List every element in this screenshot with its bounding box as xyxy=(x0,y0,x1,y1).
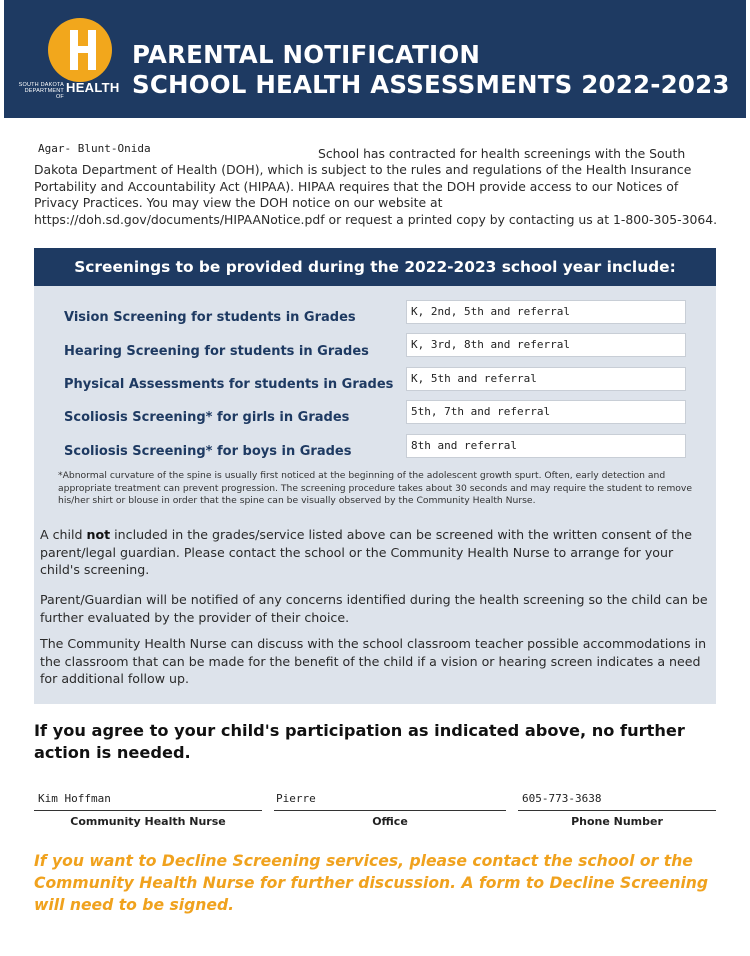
intro-line-1: School has contracted for health screenings with the South xyxy=(318,146,686,161)
nurse-signature-line xyxy=(34,810,262,811)
physical-grades-field[interactable]: K, 5th and referral xyxy=(406,367,686,391)
title-line-1: PARENTAL NOTIFICATION xyxy=(132,40,481,69)
vision-label: Vision Screening for students in Grades xyxy=(64,310,356,325)
screenings-heading: Screenings to be provided during the 2022-2023 school year include: xyxy=(34,248,716,286)
phone-signature-line xyxy=(518,810,716,811)
scoliosis-boys-grades-field[interactable]: 8th and referral xyxy=(406,434,686,458)
scoliosis-footnote: *Abnormal curvature of the spine is usually first noticed at the beginning of the adolescent growth spurt. Often, early detection and appropriate treatment can prevent progression. The screening procedure takes about 30 seconds and may require the student to remove his/her shirt or blouse in order that the spine can be visually observed by the Community Health Nurse. xyxy=(58,470,692,506)
hearing-label: Hearing Screening for students in Grades xyxy=(64,344,369,359)
office-value[interactable]: Pierre xyxy=(276,792,316,805)
logo-small-text: SOUTH DAKOTA DEPARTMENT OF xyxy=(18,82,64,100)
decline-statement: If you want to Decline Screening services, please contact the school or the Community Health Nurse for further discussion. A form to Decline Screening will need to be signed. xyxy=(34,852,709,914)
consent-text-before: A child xyxy=(40,527,87,542)
header-banner xyxy=(4,0,746,118)
nurse-label: Community Health Nurse xyxy=(70,815,226,828)
intro-paragraph xyxy=(34,142,724,228)
scoliosis-girls-grades-field[interactable]: 5th, 7th and referral xyxy=(406,400,686,424)
logo-h-mark xyxy=(64,30,104,70)
consent-text-after: included in the grades/service listed above can be screened with the written consent of the parent/legal guardian. Please contact the school or the Community Health Nurse to arrange for your child's screening. xyxy=(40,527,692,578)
intro-rest: Dakota Department of Health (DOH), which is subject to the rules and regulations of the Health Insurance Portability and Accountability Act (HIPAA). HIPAA requires that the DOH provide access to our Notices of Privacy Practices. You may view the DOH notice on our website at https://doh.sd.gov/documents/HIPAANotice.pdf or request a printed copy by contacting us at 1-800-305-3064. xyxy=(34,162,718,227)
nurse-name-value[interactable]: Kim Hoffman xyxy=(38,792,111,805)
hearing-grades-field[interactable]: K, 3rd, 8th and referral xyxy=(406,333,686,357)
school-name: Agar- Blunt-Onida xyxy=(38,142,151,155)
page-title xyxy=(132,40,730,100)
vision-grades-field[interactable]: K, 2nd, 5th and referral xyxy=(406,300,686,324)
agree-statement: If you agree to your child's participation as indicated above, no further action is needed. xyxy=(34,721,685,762)
phone-value[interactable]: 605-773-3638 xyxy=(522,792,602,805)
phone-label: Phone Number xyxy=(571,815,663,828)
scoliosis-boys-label: Scoliosis Screening* for boys in Grades xyxy=(64,444,352,459)
sd-health-logo xyxy=(18,18,118,100)
accommodations-paragraph: The Community Health Nurse can discuss with the school classroom teacher possible accommodations in the classroom that can be made for the benefit of the child if a vision or hearing screen indicates a need for additional follow up. xyxy=(40,636,707,687)
office-signature-line xyxy=(274,810,506,811)
office-label: Office xyxy=(372,815,408,828)
scoliosis-girls-label: Scoliosis Screening* for girls in Grades xyxy=(64,410,350,425)
title-line-2: SCHOOL HEALTH ASSESSMENTS 2022-2023 xyxy=(132,70,730,99)
consent-paragraph xyxy=(40,526,710,579)
consent-text-bold: not xyxy=(86,527,111,542)
notification-paragraph: Parent/Guardian will be notified of any concerns identified during the health screening so the child can be further evaluated by the provider of their choice. xyxy=(40,592,708,625)
screenings-panel xyxy=(34,248,716,704)
logo-big-text: HEALTH xyxy=(66,80,120,95)
physical-label: Physical Assessments for students in Grades xyxy=(64,377,394,392)
